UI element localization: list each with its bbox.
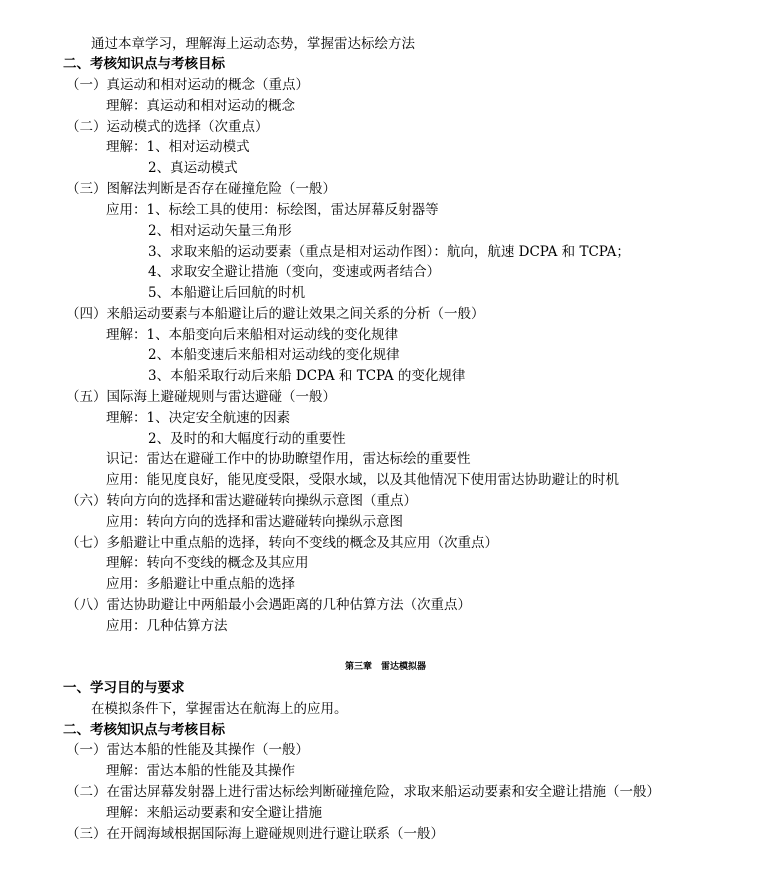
item-heading: （八）雷达协助避让中两船最小会遇距离的几种估算方法（次重点） (66, 597, 471, 613)
item-detail: 理解：雷达本船的性能及其操作 (106, 763, 295, 779)
item-heading: （七）多船避让中重点船的选择，转向不变线的概念及其应用（次重点） (66, 535, 498, 551)
item-subdetail: 2、及时的和大幅度行动的重要性 (148, 431, 346, 447)
chapter-title: 第三章 雷达模拟器 (344, 662, 426, 672)
item-detail: 理解：真运动和相对运动的概念 (106, 98, 295, 114)
item-subdetail: 4、求取安全避让措施（变向，变速或两者结合） (148, 264, 441, 280)
item-detail: 理解：1、相对运动模式 (106, 139, 250, 155)
intro-text: 通过本章学习，理解海上运动态势，掌握雷达标绘方法 (91, 36, 415, 52)
item-detail: 理解：1、本船变向后来船相对运动线的变化规律 (106, 327, 399, 343)
item-heading: （一）真运动和相对运动的概念（重点） (66, 77, 309, 93)
item-heading: （四）来船运动要素与本船避让后的避让效果之间关系的分析（一般） (66, 306, 485, 322)
item-subdetail: 2、本船变速后来船相对运动线的变化规律 (148, 347, 400, 363)
intro-text: 在模拟条件下，掌握雷达在航海上的应用。 (91, 701, 348, 717)
item-detail: 应用：多船避让中重点船的选择 (106, 576, 295, 592)
item-detail: 应用：1、标绘工具的使用：标绘图，雷达屏幕反射器等 (106, 202, 439, 218)
item-detail: 理解：来船运动要素和安全避让措施 (106, 805, 322, 821)
item-detail: 应用：转向方向的选择和雷达避碰转向操纵示意图 (106, 514, 403, 530)
item-detail: 应用：几种估算方法 (106, 618, 228, 634)
item-detail: 理解：1、决定安全航速的因素 (106, 410, 291, 426)
section-heading: 二、考核知识点与考核目标 (63, 56, 225, 72)
item-heading: （二）运动模式的选择（次重点） (66, 119, 269, 135)
section-heading: 二、考核知识点与考核目标 (63, 722, 225, 738)
item-heading: （五）国际海上避碰规则与雷达避碰（一般） (66, 389, 336, 405)
item-heading: （三）在开阔海域根据国际海上避碰规则进行避让联系（一般） (66, 826, 444, 842)
item-subdetail: 5、本船避让后回航的时机 (148, 285, 306, 301)
item-detail: 应用：能见度良好，能见度受限，受限水域，以及其他情况下使用雷达协助避让的时机 (106, 472, 619, 488)
item-heading: （二）在雷达屏幕发射器上进行雷达标绘判断碰撞危险，求取来船运动要素和安全避让措施（一般） (66, 784, 660, 800)
item-subdetail: 3、本船采取行动后来船 DCPA 和 TCPA 的变化规律 (148, 368, 466, 384)
item-heading: （三）图解法判断是否存在碰撞危险（一般） (66, 181, 336, 197)
section-heading: 一、学习目的与要求 (63, 680, 185, 696)
item-subdetail: 2、真运动模式 (148, 160, 238, 176)
item-heading: （一）雷达本船的性能及其操作（一般） (66, 742, 309, 758)
item-heading: （六）转向方向的选择和雷达避碰转向操纵示意图（重点） (66, 493, 417, 509)
item-detail: 理解：转向不变线的概念及其应用 (106, 555, 309, 571)
item-subdetail: 2、相对运动矢量三角形 (148, 223, 292, 239)
item-detail: 识记：雷达在避碰工作中的协助瞭望作用，雷达标绘的重要性 (106, 451, 471, 467)
item-subdetail: 3、求取来船的运动要素（重点是相对运动作图）：航向，航速 DCPA 和 TCPA； (148, 244, 630, 260)
